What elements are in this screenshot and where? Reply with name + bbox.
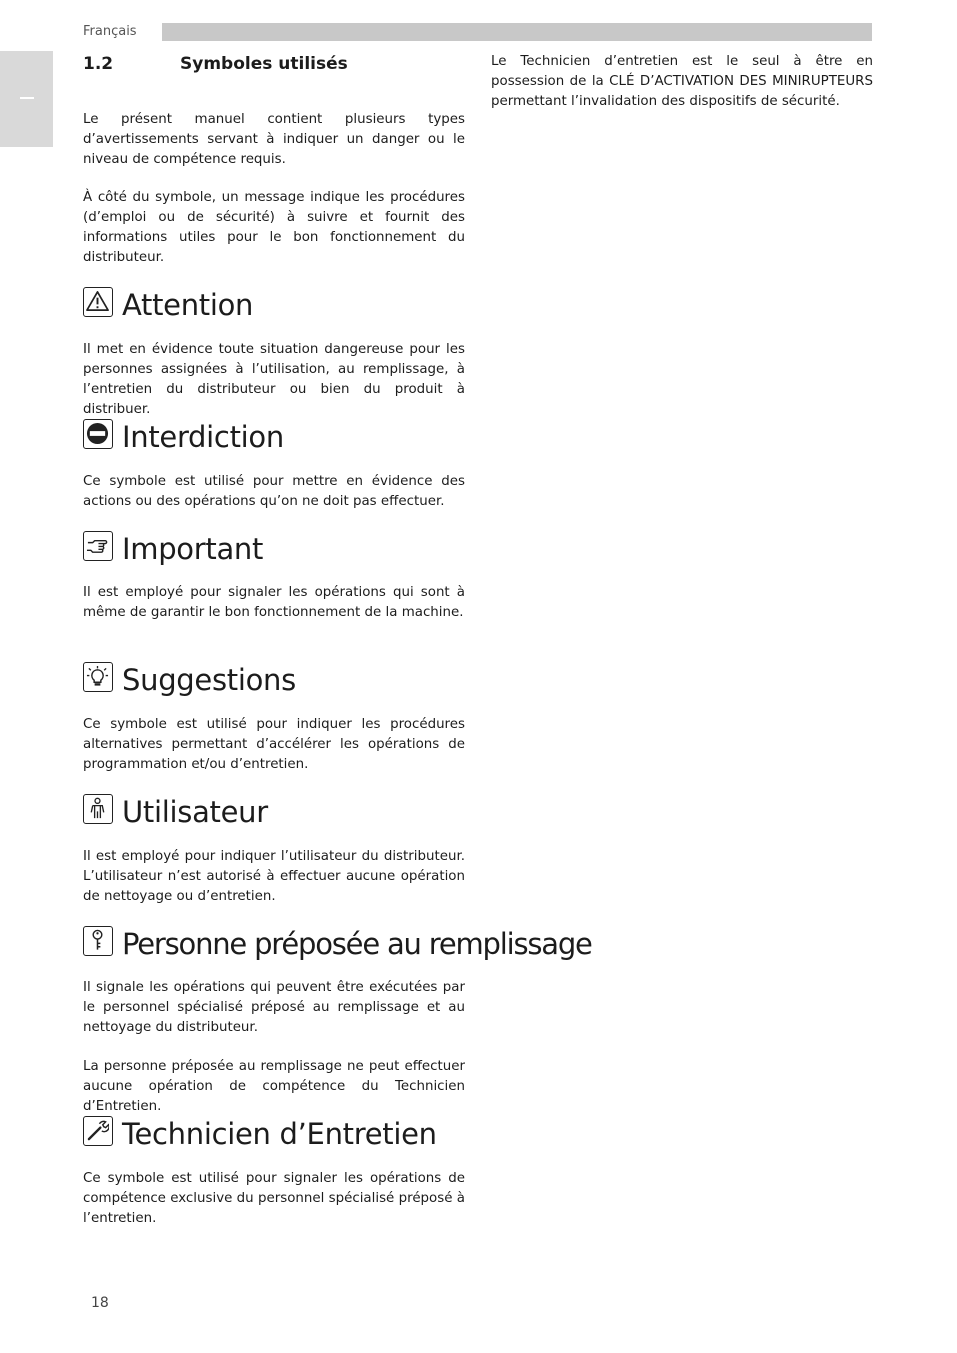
symbol-text: Il signale les opérations qui peuvent être exécutées par le personnel spécialisé préposé au remplissage et au nettoyage du distributeur. xyxy=(83,980,465,1035)
user-icon xyxy=(83,794,113,824)
symbol-title: Technicien d’Entretien xyxy=(122,1117,437,1151)
symbol-text: La personne préposée au remplissage ne peut effectuer aucune opération de compétence du Technicien d’Entretien. xyxy=(83,1059,465,1114)
side-tab xyxy=(0,51,53,147)
symbol-text: Il est employé pour indiquer l’utilisateur du distributeur. L’utilisateur n’est autorisé à effectuer aucune opération de nettoyage ou d’entretien. xyxy=(83,849,465,904)
language-label: Français xyxy=(83,24,137,39)
symbol-title: Interdiction xyxy=(122,420,284,454)
symbol-title: Utilisateur xyxy=(122,795,268,829)
intro-paragraph-1: Le présent manuel contient plusieurs types d’avertissements servant à indiquer un danger ou le niveau de compétence requis. xyxy=(83,112,465,167)
page-number: 18 xyxy=(91,1295,109,1311)
light-bulb-icon xyxy=(83,662,113,692)
symbol-title: Attention xyxy=(122,288,254,322)
symbol-title: Important xyxy=(122,532,264,566)
section-title: Symboles utilisés xyxy=(180,54,348,74)
symbol-title: Suggestions xyxy=(122,663,296,697)
wrench-icon xyxy=(83,1116,113,1146)
key-icon xyxy=(83,926,113,956)
symbol-text: Ce symbole est utilisé pour signaler les opérations de compétence exclusive du personnel spécialisé préposé à l’entretien. xyxy=(83,1171,465,1226)
warning-triangle-icon xyxy=(83,287,113,317)
header-bar xyxy=(162,23,872,41)
side-tab-mark xyxy=(20,97,34,99)
intro-paragraph-2: À côté du symbole, un message indique les procédures (d’emploi ou de sécurité) à suivre et fournit des informations utiles pour le bon fonctionnement du distributeur. xyxy=(83,190,465,265)
section-number: 1.2 xyxy=(83,54,114,74)
symbol-text: Il est employé pour signaler les opérations qui sont à même de garantir le bon fonctionnement de la machine. xyxy=(83,585,465,620)
symbol-text: Il met en évidence toute situation dangereuse pour les personnes assignées à l’utilisation, au remplissage, à l’entretien du distributeur ou bien du produit à distribuer. xyxy=(83,342,465,417)
symbol-title: Personne préposée au remplissage xyxy=(122,927,592,961)
symbol-text: Ce symbole est utilisé pour indiquer les procédures alternatives permettant d’accélérer les opérations de programmation et/ou d’entretien. xyxy=(83,717,465,772)
pointing-hand-icon xyxy=(83,531,113,561)
right-column-text: Le Technicien d’entretien est le seul à être en possession de la CLÉ D’ACTIVATION DES MINIRUPTEURS permettant l’invalidation des dispositifs de sécurité. xyxy=(491,54,873,109)
no-entry-icon xyxy=(83,419,113,449)
symbol-text: Ce symbole est utilisé pour mettre en évidence des actions ou des opérations qu’on ne doit pas effectuer. xyxy=(83,474,465,509)
